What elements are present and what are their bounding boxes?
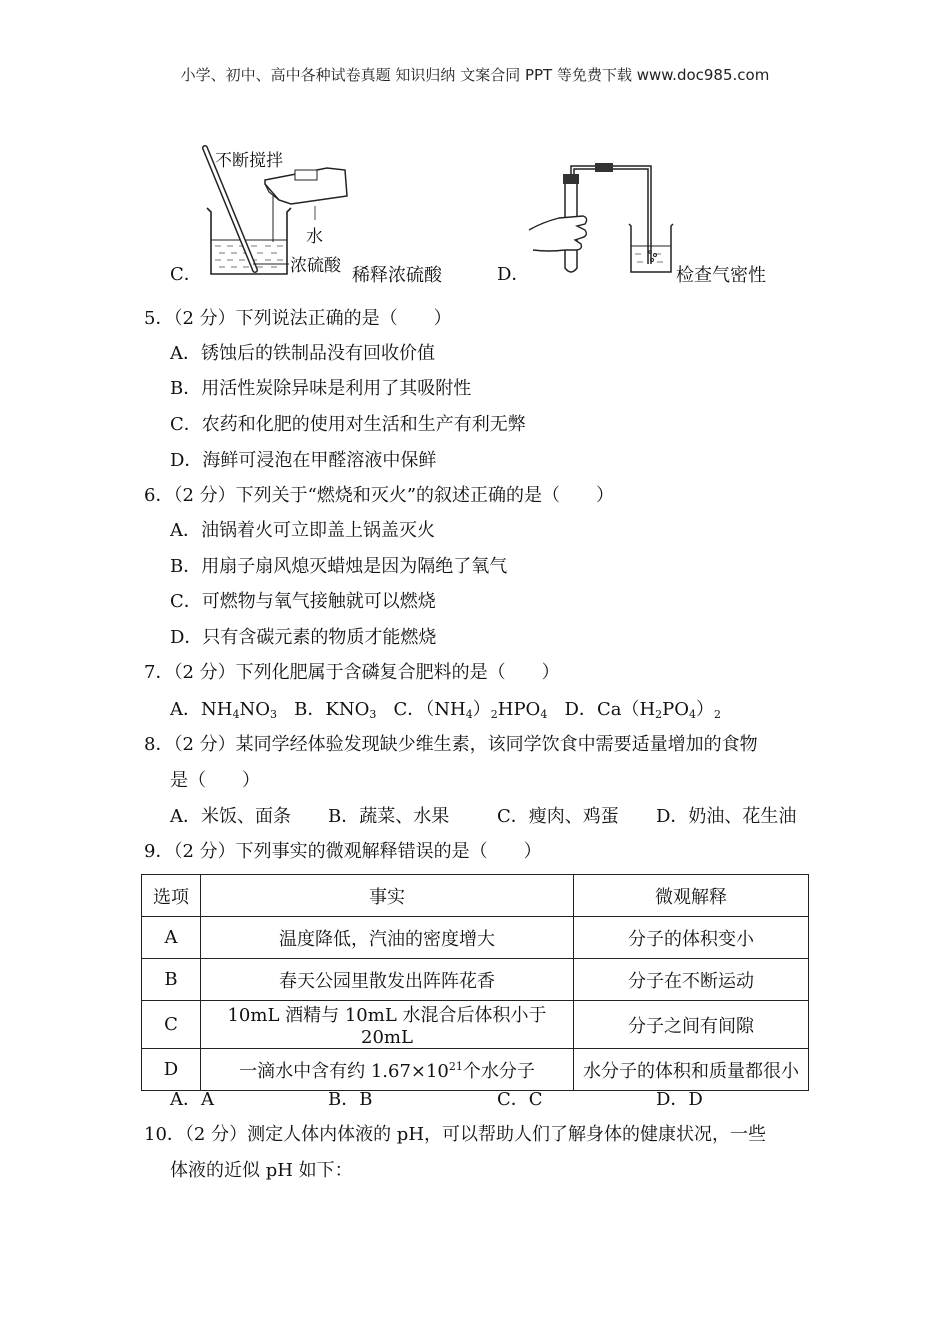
label-water: 水 [306, 227, 323, 247]
q8-option-a: A．米饭、面条 [170, 806, 291, 827]
row-explain: 分子之间有间隙 [574, 1001, 809, 1049]
table-row [142, 1001, 809, 1049]
q5-option-b: B．用活性炭除异味是利用了其吸附性 [170, 378, 472, 399]
label-acid: 浓硫酸 [290, 256, 341, 276]
q9-stem: 9．（2 分）下列事实的微观解释错误的是（ ） [144, 841, 542, 862]
q9-option-c: C．C [497, 1089, 543, 1110]
q5-stem: 5．（2 分）下列说法正确的是（ ） [144, 308, 452, 329]
row-fact: 10mL 酒精与 10mL 水混合后体积小于 20mL [201, 1001, 574, 1049]
header-fact: 事实 [201, 875, 574, 917]
q8-stem-line1: 8．（2 分）某同学经体验发现缺少维生素，该同学饮食中需要适量增加的食物 [144, 734, 758, 755]
row-explain: 分子的体积变小 [574, 917, 809, 959]
header-explain: 微观解释 [574, 875, 809, 917]
page-header: 小学、初中、高中各种试卷真题 知识归纳 文案合同 PPT 等免费下载 www.doc985.com [180, 66, 770, 84]
q8-option-c: C．瘦肉、鸡蛋 [497, 806, 619, 827]
table-row [142, 917, 809, 959]
q6-option-d: D．只有含碳元素的物质才能燃烧 [170, 627, 437, 648]
row-fact: 一滴水中含有约 $1.67\times 10^{21}$个水分子 [201, 1049, 574, 1091]
row-explain: 水分子的体积和质量都很小 [574, 1049, 809, 1091]
q7-options [170, 698, 721, 722]
q7-option-d: D．$Ca(H_2PO_4)_2$ [564, 699, 722, 721]
q7-option-c: C．$(NH_4)_2HPO_4$ [393, 699, 548, 721]
q7-option-b: B．$KNO_3$ [294, 699, 377, 721]
row-fact: 温度降低，汽油的密度增大 [201, 917, 574, 959]
q5-option-d: D．海鲜可浸泡在甲醛溶液中保鲜 [170, 450, 437, 471]
q6-option-a: A．油锅着火可立即盖上锅盖灭火 [170, 520, 435, 541]
table-row [142, 959, 809, 1001]
figure-d-letter: D． [497, 264, 530, 285]
q9-option-a: A．A [170, 1089, 214, 1110]
q5-option-c: C．农药和化肥的使用对生活和生产有利无弊 [170, 414, 526, 435]
q7-option-a: A．$NH_4NO_3$ [170, 699, 277, 721]
table-row [142, 1049, 809, 1091]
figure-d-caption: 检查气密性 [676, 265, 766, 286]
q10-stem-line1: 10．（2 分）测定人体内体液的 pH，可以帮助人们了解身体的健康状况，一些 [144, 1124, 767, 1145]
row-option: C [142, 1001, 201, 1049]
q10-stem-line2: 体液的近似 pH 如下： [170, 1160, 353, 1181]
q8-stem-line2: 是（ ） [170, 770, 260, 791]
figure-c-letter: C． [170, 264, 202, 285]
row-option: D [142, 1049, 201, 1091]
q9-option-b: B．B [328, 1089, 373, 1110]
row-explain: 分子在不断运动 [574, 959, 809, 1001]
q6-stem: 6．（2 分）下列关于“燃烧和灭火”的叙述正确的是（ ） [144, 485, 615, 506]
q9-option-d: D．D [656, 1089, 703, 1110]
q5-option-a: A．锈蚀后的铁制品没有回收价值 [170, 343, 435, 364]
label-stir: 不断搅拌 [215, 151, 283, 171]
q7-stem: 7．（2 分）下列化肥属于含磷复合肥料的是（ ） [144, 662, 560, 683]
q6-option-b: B．用扇子扇风熄灭蜡烛是因为隔绝了氧气 [170, 556, 508, 577]
table-header-row [142, 875, 809, 917]
row-option: B [142, 959, 201, 1001]
row-option: A [142, 917, 201, 959]
row-fact: 春天公园里散发出阵阵花香 [201, 959, 574, 1001]
figure-c-caption: 稀释浓硫酸 [352, 265, 442, 286]
header-option: 选项 [142, 875, 201, 917]
q6-option-c: C．可燃物与氧气接触就可以燃烧 [170, 591, 436, 612]
q8-option-d: D．奶油、花生油 [656, 806, 797, 827]
figure-d-airtightness [525, 160, 675, 280]
q9-table [141, 874, 809, 1091]
q8-option-b: B．蔬菜、水果 [328, 806, 450, 827]
